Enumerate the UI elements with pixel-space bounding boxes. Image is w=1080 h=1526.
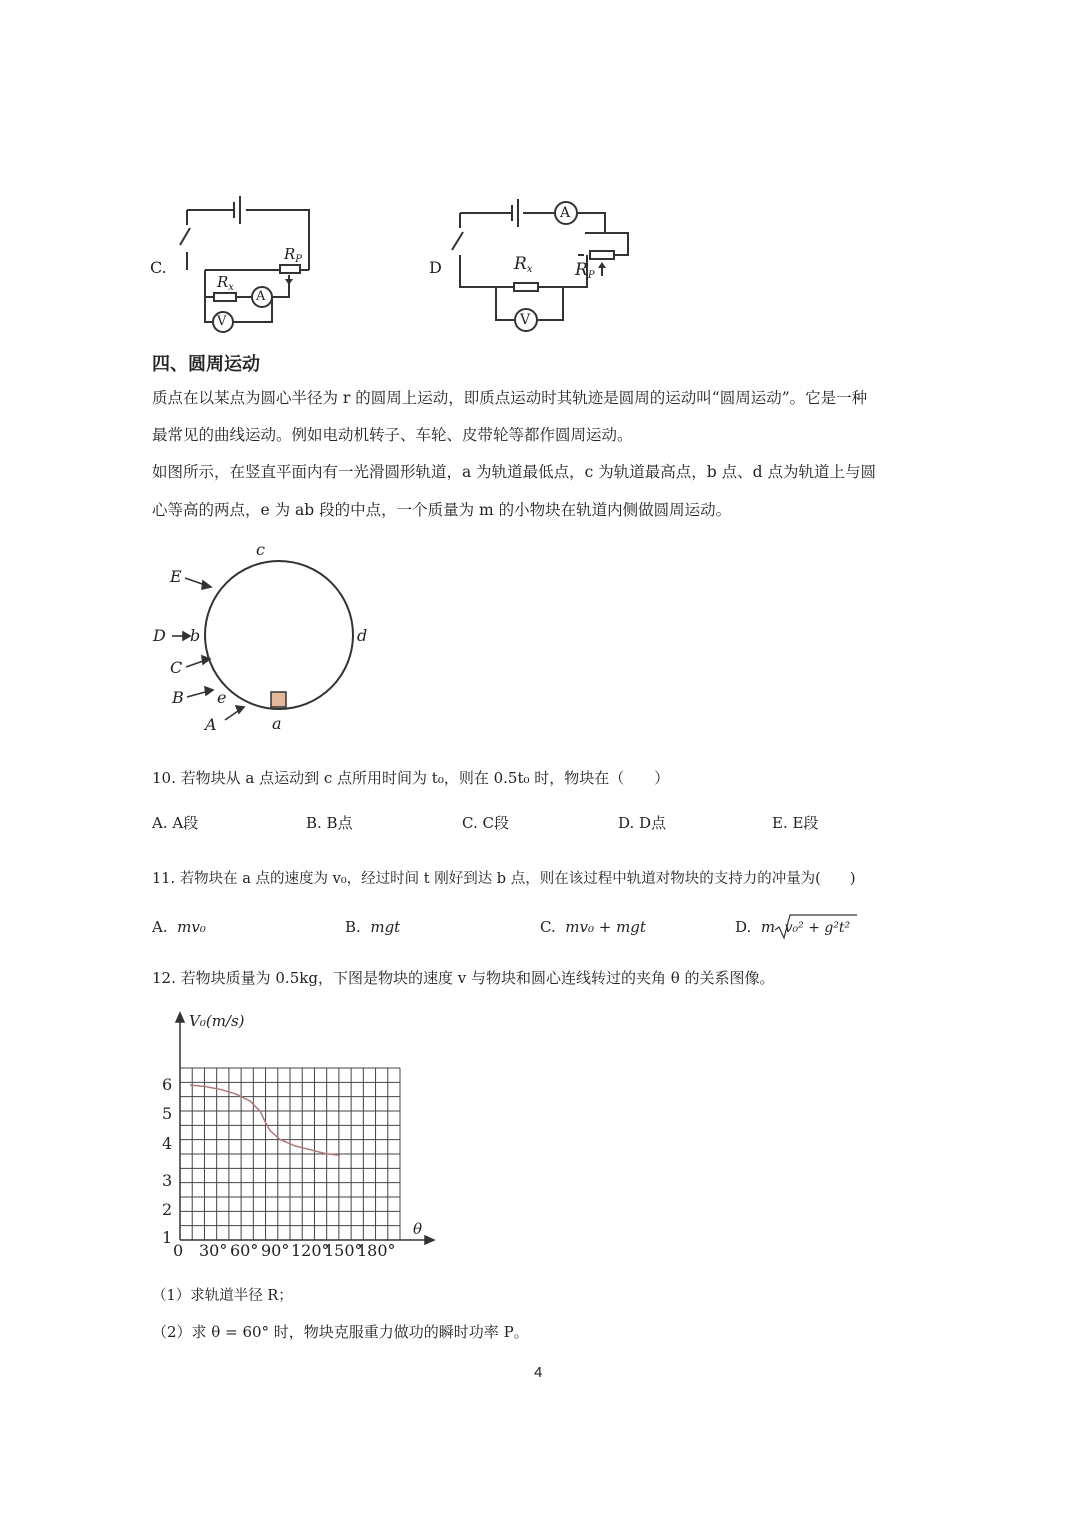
y-tick-1: 1 — [162, 1228, 173, 1247]
circuit-d-top-wire — [460, 213, 605, 233]
question-10: 10. 若物块从 a 点运动到 c 点所用时间为 t₀，则在 0.5t₀ 时，物块在（ ） — [152, 769, 670, 787]
q10-option-b: B. B点 — [306, 814, 353, 832]
point-d-label: d — [357, 626, 368, 645]
arrow-A-label: A — [205, 715, 217, 734]
circuit-d-rp-label: $R_P$ — [575, 260, 595, 281]
x-tick-90: 90° — [261, 1241, 290, 1260]
circuit-c-ammeter-label: A — [256, 289, 266, 304]
circuit-c-rx-label: $R_x$ — [217, 273, 234, 293]
y-tick-5: 5 — [162, 1104, 173, 1123]
page-number: 4 — [534, 1364, 543, 1381]
circular-track — [205, 561, 353, 709]
graph-grid — [180, 1068, 400, 1240]
y-tick-6: 6 — [162, 1075, 173, 1094]
y-tick-2: 2 — [162, 1200, 173, 1219]
x-tick-180: 180° — [357, 1241, 396, 1260]
circuit-d-option-label: D — [429, 258, 442, 277]
intro-line-3: 如图所示，在竖直平面内有一光滑圆形轨道，a 为轨道最低点，c 为轨道最高点，b 点、d 点为轨道上与圆 — [152, 463, 876, 481]
y-tick-4: 4 — [162, 1134, 173, 1153]
circuit-c-option-label: C. — [150, 258, 167, 277]
point-b-label: b — [190, 626, 201, 645]
q10-option-c: C. C段 — [462, 814, 509, 832]
q12-sub-1: （1）求轨道半径 R； — [152, 1288, 293, 1304]
q11-option-a: A. mv₀ — [152, 918, 206, 936]
question-12: 12. 若物块质量为 0.5kg，下图是物块的速度 v 与物块和圆心连线转过的夹角 θ 的关系图像。 — [152, 969, 775, 987]
circuit-d-rx-label: $R_x$ — [514, 254, 533, 275]
q10-option-d: D. D点 — [618, 814, 667, 832]
arrow-B-label: B — [172, 688, 184, 707]
intro-line-4: 心等高的两点，e 为 ab 段的中点，一个质量为 m 的小物块在轨道内侧做圆周运动。 — [152, 501, 732, 519]
q11-option-d: D. m v₀² + g²t² — [735, 918, 851, 936]
arrow-D-label: D — [153, 626, 166, 645]
graph-y-label: V₀(m/s) — [189, 1012, 245, 1030]
x-tick-60: 60° — [230, 1241, 259, 1260]
q10-option-e: E. E段 — [772, 814, 819, 832]
circuit-d-ammeter-label: A — [560, 205, 571, 221]
point-e-label: e — [217, 688, 227, 707]
q12-sub-2: （2）求 θ = 60° 时，物块克服重力做功的瞬时功率 P。 — [152, 1323, 529, 1341]
circuit-d-rp-resistor — [590, 251, 614, 259]
intro-line-1: 质点在以某点为圆心半径为 r 的圆周上运动，即质点运动时其轨迹是圆周的运动叫“圆周运动”。它是一种 — [152, 389, 868, 407]
section-title: 四、圆周运动 — [152, 354, 260, 375]
y-tick-3: 3 — [162, 1171, 173, 1190]
x-tick-120: 120° — [291, 1241, 330, 1260]
point-a-label: a — [272, 714, 282, 733]
question-11: 11. 若物块在 a 点的速度为 v₀，经过时间 t 刚好到达 b 点，则在该过程中轨道对物块的支持力的冲量为( ) — [152, 871, 856, 887]
q11-option-b: B. mgt — [345, 918, 401, 936]
q10-option-a: A. A段 — [152, 814, 199, 832]
intro-line-2: 最常见的曲线运动。例如电动机转子、车轮、皮带轮等都作圆周运动。 — [152, 426, 633, 444]
q11-option-c: C. mv₀ + mgt — [540, 918, 646, 936]
block-on-track — [271, 692, 286, 707]
point-c-label: c — [256, 540, 265, 559]
circuit-c-slider-arrow — [285, 279, 293, 285]
graph-curve — [190, 1085, 340, 1155]
circuit-d-voltmeter-label: V — [520, 312, 531, 328]
x-tick-0: 0 — [173, 1241, 184, 1260]
x-tick-150: 150° — [324, 1241, 363, 1260]
arrow-E-label: E — [170, 567, 182, 586]
circuit-d-battery — [512, 199, 518, 227]
circuit-d-rx-resistor — [514, 283, 538, 291]
graph-x-label: θ — [413, 1220, 423, 1238]
circuit-d-slider-arrow — [598, 262, 606, 268]
arrow-C-label: C — [170, 658, 183, 677]
x-tick-30: 30° — [199, 1241, 228, 1260]
circuit-c-rp-resistor — [280, 265, 300, 273]
circuit-c-switch — [180, 228, 190, 245]
circuit-d-switch — [452, 232, 463, 250]
circuit-c-battery — [234, 196, 240, 224]
circuit-c-rx-resistor — [214, 293, 236, 301]
circuit-c-voltmeter-label: V — [217, 314, 227, 329]
circuit-c-rp-label: $R_P$ — [284, 245, 303, 265]
